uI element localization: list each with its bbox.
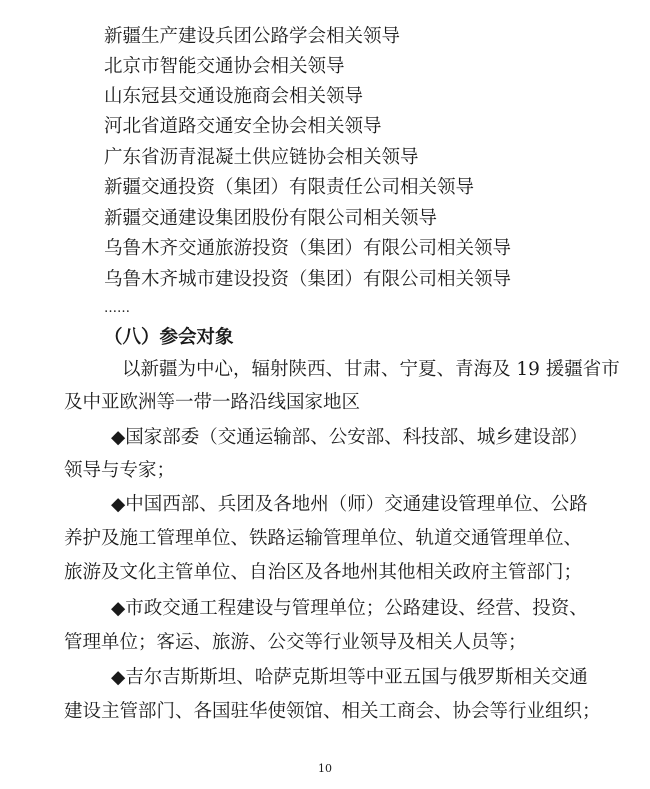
bullet-line: 养护及施工管理单位、铁路运输管理单位、轨道交通管理单位、 (64, 528, 583, 549)
bullet-line: 旅游及文化主管单位、自治区及各地州其他相关政府主管部门； (64, 562, 583, 583)
bullet-line: ◆国家部委（交通运输部、公安部、科技部、城乡建设部） (111, 427, 588, 448)
ellipsis: …… (104, 301, 130, 316)
org-line: 乌鲁木齐交通旅游投资（集团）有限公司相关领导 (104, 238, 512, 259)
org-line: 河北省道路交通安全协会相关领导 (104, 116, 382, 137)
bullet-line: 管理单位；客运、旅游、公交等行业领导及相关人员等； (64, 632, 527, 653)
bullet-line: 建设主管部门、各国驻华使领馆、相关工商会、协会等行业组织； (64, 701, 601, 722)
org-line: 新疆生产建设兵团公路学会相关领导 (104, 26, 401, 47)
section-heading: （八）参会对象 (104, 327, 234, 348)
page-number: 10 (318, 762, 332, 775)
bullet-line: 领导与专家； (64, 460, 176, 481)
intro-line: 及中亚欧洲等一带一路沿线国家地区 (64, 392, 361, 413)
org-line: 新疆交通投资（集团）有限责任公司相关领导 (104, 177, 475, 198)
org-line: 山东冠县交通设施商会相关领导 (104, 86, 364, 107)
bullet-line: ◆吉尔吉斯斯坦、哈萨克斯坦等中亚五国与俄罗斯相关交通 (111, 667, 588, 688)
bullet-line: ◆市政交通工程建设与管理单位；公路建设、经营、投资、 (111, 598, 588, 619)
org-line: 新疆交通建设集团股份有限公司相关领导 (104, 208, 438, 229)
org-line: 北京市智能交通协会相关领导 (104, 56, 345, 77)
org-line: 乌鲁木齐城市建设投资（集团）有限公司相关领导 (104, 269, 512, 290)
bullet-line: ◆中国西部、兵团及各地州（师）交通建设管理单位、公路 (111, 494, 588, 515)
intro-line: 以新疆为中心，辐射陕西、甘肃、宁夏、青海及 19 援疆省市 (122, 359, 620, 380)
org-line: 广东省沥青混凝土供应链协会相关领导 (104, 147, 419, 168)
